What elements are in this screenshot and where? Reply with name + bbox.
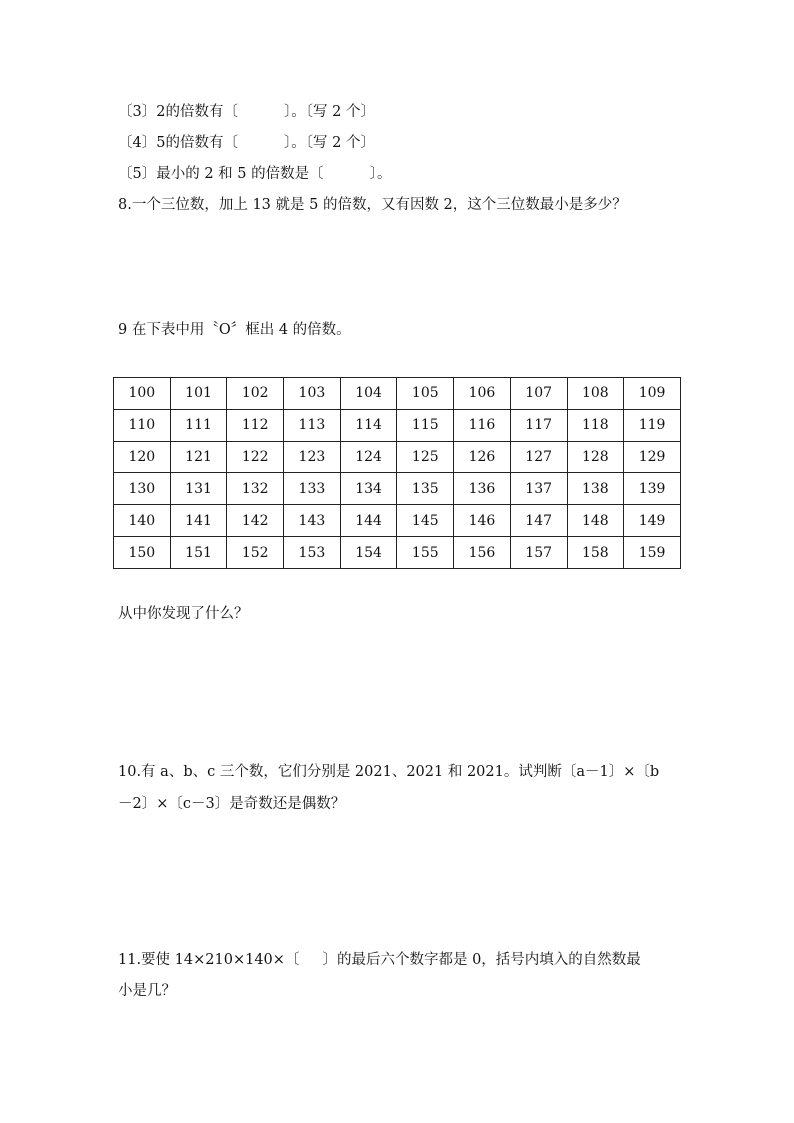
table-cell: 147 — [510, 505, 567, 537]
table-cell: 157 — [510, 537, 567, 569]
table-cell: 106 — [454, 378, 511, 410]
table-cell: 129 — [624, 441, 681, 473]
table-cell: 115 — [397, 409, 454, 441]
table-cell: 141 — [170, 505, 227, 537]
table-cell: 150 — [114, 537, 171, 569]
question-7-part-4: 〔4〕5的倍数有〔 〕。〔写 2 个〕 — [118, 135, 375, 151]
table-cell: 132 — [227, 473, 284, 505]
table-cell: 139 — [624, 473, 681, 505]
table-row — [114, 409, 681, 441]
table-cell: 152 — [227, 537, 284, 569]
table-cell: 120 — [114, 441, 171, 473]
question-9: 9 在下表中用〝O〞框出 4 的倍数。 — [118, 322, 351, 338]
table-cell: 145 — [397, 505, 454, 537]
table-cell: 116 — [454, 409, 511, 441]
table-cell: 130 — [114, 473, 171, 505]
table-row — [114, 441, 681, 473]
question-9-followup: 从中你发现了什么？ — [118, 606, 249, 622]
table-row — [114, 537, 681, 569]
table-cell: 144 — [340, 505, 397, 537]
question-7-part-3: 〔3〕2的倍数有〔 〕。〔写 2 个〕 — [118, 104, 375, 120]
table-cell: 108 — [567, 378, 624, 410]
table-cell: 159 — [624, 537, 681, 569]
table-cell: 137 — [510, 473, 567, 505]
table-cell: 127 — [510, 441, 567, 473]
table-cell: 114 — [340, 409, 397, 441]
table-cell: 135 — [397, 473, 454, 505]
table-cell: 154 — [340, 537, 397, 569]
table-cell: 119 — [624, 409, 681, 441]
table-cell: 118 — [567, 409, 624, 441]
question-11-line-1: 11.要使 14×210×140×〔 〕的最后六个数字都是 0，括号内填入的自然数最 — [118, 952, 641, 968]
table-cell: 124 — [340, 441, 397, 473]
table-cell: 122 — [227, 441, 284, 473]
table-cell: 109 — [624, 378, 681, 410]
table-cell: 133 — [284, 473, 341, 505]
table-cell: 153 — [284, 537, 341, 569]
table-cell: 128 — [567, 441, 624, 473]
question-8: 8.一个三位数，加上 13 就是 5 的倍数，又有因数 2，这个三位数最小是多少？ — [118, 197, 627, 213]
table-cell: 100 — [114, 378, 171, 410]
question-10-line-1: 10.有 a、b、c 三个数，它们分别是 2021、2021 和 2021。试判断〔a－1〕×〔b — [118, 764, 660, 780]
table-cell: 151 — [170, 537, 227, 569]
table-cell: 111 — [170, 409, 227, 441]
table-cell: 140 — [114, 505, 171, 537]
table-cell: 155 — [397, 537, 454, 569]
table-cell: 146 — [454, 505, 511, 537]
table-cell: 142 — [227, 505, 284, 537]
question-10-line-2: －2〕×〔c－3〕是奇数还是偶数？ — [118, 796, 346, 812]
table-row — [114, 473, 681, 505]
table-cell: 136 — [454, 473, 511, 505]
number-table — [113, 377, 681, 569]
table-row — [114, 378, 681, 410]
table-cell: 102 — [227, 378, 284, 410]
table-cell: 126 — [454, 441, 511, 473]
question-11-line-2: 小是几？ — [118, 983, 176, 999]
table-cell: 143 — [284, 505, 341, 537]
table-cell: 121 — [170, 441, 227, 473]
table-row — [114, 505, 681, 537]
table-cell: 149 — [624, 505, 681, 537]
table-cell: 110 — [114, 409, 171, 441]
table-cell: 101 — [170, 378, 227, 410]
table-cell: 131 — [170, 473, 227, 505]
table-cell: 125 — [397, 441, 454, 473]
table-cell: 103 — [284, 378, 341, 410]
table-cell: 105 — [397, 378, 454, 410]
table-cell: 117 — [510, 409, 567, 441]
table-cell: 134 — [340, 473, 397, 505]
table-cell: 158 — [567, 537, 624, 569]
table-cell: 148 — [567, 505, 624, 537]
table-cell: 112 — [227, 409, 284, 441]
table-cell: 138 — [567, 473, 624, 505]
table-cell: 104 — [340, 378, 397, 410]
table-cell: 156 — [454, 537, 511, 569]
table-cell: 107 — [510, 378, 567, 410]
table-cell: 123 — [284, 441, 341, 473]
table-cell: 113 — [284, 409, 341, 441]
question-7-part-5: 〔5〕最小的 2 和 5 的倍数是〔 〕。 — [118, 166, 392, 182]
